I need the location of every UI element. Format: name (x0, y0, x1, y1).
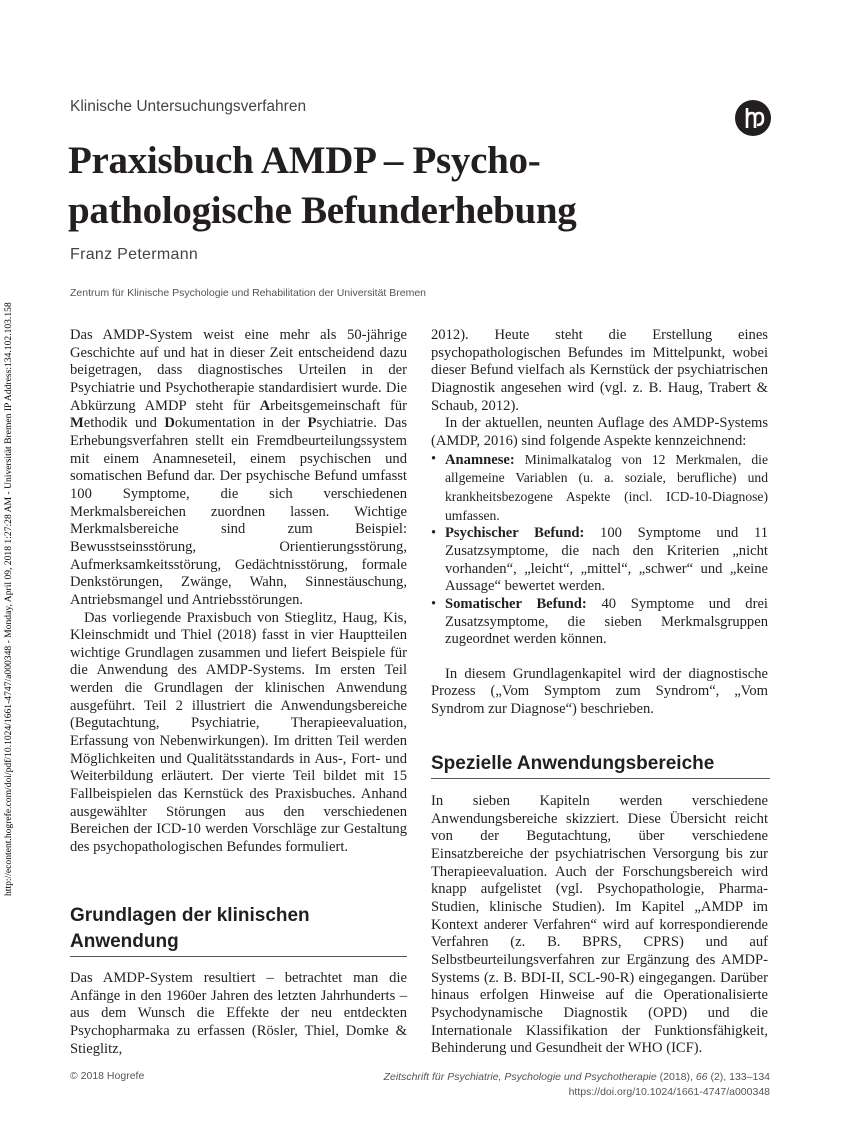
bold-initial: D (164, 415, 175, 432)
text: ethodik und (83, 415, 165, 432)
doi-link[interactable]: https://doi.org/10.1024/1661-4747/a000348 (568, 1086, 770, 1098)
paragraph: In sieben Kapiteln werden verschiedene Anwendungsbereiche skizziert. Diese Übersicht reicht von der Begutachtung, über verschiedene Einsatzbereiche der psychiatrischen Versorgung bis zur Therapieevaluation. Auch der Forschungsbereich wird knapp aufgelistet (vgl. Psychopathologie, Pharma-Studien, klinische Studien). Im Kapitel „AMDP im Kontext anderer Verfahren“ wird auf korrespondierende Verfahren (z. B. BPRS, CPRS) und auf Selbstbeurteilungsverfahren zur Ergänzung des AMDP-Systems (z. B. BDI-II, SCL-90-R) eingegangen. Darüber hinaus erfolgen Hinweise auf die Operationalisierte Psychodynamische Diagnostik (OPD) und die Internationale Klassifikation der Funktionsfähigkeit, Behinderung und Gesundheit der WHO (ICF). (431, 793, 768, 1057)
journal-year: (2018), (656, 1071, 696, 1083)
affiliation: Zentrum für Klinische Psychologie und Rehabilitation der Universität Bremen (70, 287, 427, 299)
right-column-body (431, 327, 768, 719)
section-heading-grundlagen: Grundlagen der klinischen Anwendung (70, 903, 407, 957)
paragraph (70, 327, 407, 610)
item-label: Somatischer Befund: (445, 595, 587, 612)
paragraph: In diesem Grundlagenkapitel wird der diagnostische Prozess („Vom Symptom zum Syndrom“, „Vom Syndrom zur Diagnose“) beschrieben. (431, 665, 768, 718)
text: okumentation in der (174, 415, 308, 432)
journal-volume: 66 (695, 1071, 708, 1083)
item-text: 40 Symptome und drei Zusatzsymptome, die sieben Merkmalsgruppen zugeordnet werden können. (445, 595, 768, 648)
hogrefe-logo-icon (735, 100, 771, 136)
paragraph: Das AMDP-System resultiert – betrachtet man die Anfänge in den 1960er Jahren des letzten Jahrhunderts – aus dem Wunsch die Effekte der neu entdeckten Psychopharmaka zu erfassen (Rösler, Thiel, Domke & Stieglitz, (70, 970, 407, 1057)
left-column-body-2 (70, 970, 407, 1058)
journal-citation (384, 1070, 770, 1100)
bold-initial: A (259, 397, 271, 414)
item-label: Psychischer Befund: (445, 525, 585, 542)
bold-initial: P (307, 415, 317, 432)
left-column-body (70, 327, 407, 857)
section-heading-spezielle: Spezielle Anwendungsbereiche (431, 751, 770, 779)
list-item (431, 596, 768, 649)
bold-initial: M (70, 415, 84, 432)
list-item (431, 451, 768, 526)
journal-name: Zeitschrift für Psychiatrie, Psychologie und Psychotherapie (383, 1071, 657, 1083)
item-text: Minimalkatalog von 12 Merkmalen, die allgemeine Variablen (u. a. soziale, berufliche) und krankheitsbezogene Aspekte (incl. ICD-10-Diagnose) umfassen. (445, 451, 768, 523)
list-item (431, 525, 768, 596)
item-text: 100 Symptome und 11 Zusatzsymptome, die nach den Kriterien „nicht vorhanden“, „leicht“, „mittel“, „schwer“ und „keine Aussage“ bewertet werden. (445, 525, 769, 595)
aspects-list (431, 451, 768, 649)
text: sychiatrie. Das Erhebungsverfahren stellt ein Fremdbeurteilungssystem mit einem Anamneseteil, einem psychischen und somatischen Befund dar. Der psychische Befund umfasst 100 Symptome, die sich verschiedenen Merkmalsbereichen zuordnen lassen. Wichtige Merkmalsbereiche sind zum Beispiel: Bewusstseinsstörung, Orientierungsstörung, Aufmerksamkeitsstörung, Gedächtnisstörung, formale Denkstörungen, Zwänge, Wahn, Sinnestäuschung, Antriebsmangel und Antriebsstörungen. (70, 415, 408, 608)
text: Das AMDP-System weist eine mehr als 50-jährige Geschichte auf und hat in dieser Zeit entscheidend dazu beigetragen, dass diagnostisches Urteilen in der Psychiatrie und Psychotherapie standardisiert wurde. Die Abkürzung AMDP steht für (70, 327, 407, 414)
paragraph: 2012). Heute steht die Erstellung eines psychopathologischen Befundes im Mittelpunkt, wobei dieser Befund vielfach als Kernstück der psychiatrischen Diagnostik angesehen wird (vgl. z. B. Haug, Trabert & Schaub, 2012). (431, 327, 768, 414)
right-column-body-2 (431, 793, 768, 1058)
item-label: Anamnese: (445, 451, 515, 468)
journal-issue-pages: (2), 133–134 (707, 1071, 770, 1083)
paragraph: Das vorliegende Praxisbuch von Stieglitz, Haug, Kis, Kleinschmidt und Thiel (2018) fasst in vier Hauptteilen wichtige Grundlagen zusammen und liefert Beispiele für die Anwendung des AMDP-Systems. Im ersten Teil werden die Grundlagen der klinischen Anwendung ausgeführt. Teil 2 illustriert die Anwendungsbereiche (Begutachtung, Psychiatrie, Therapieevaluation, Erfassung von Nebenwirkungen). Im dritten Teil werden Möglichkeiten und Qualitätsstandards in Aus-, Fort- und Weiterbildung erläutert. Der vierte Teil bildet mit 15 Fallbeispielen das Kernstück des Praxisbuches. Anhand ausgewählter Störungen aus den verschiedenen Bereichen der ICD-10 werden Vorschläge zur Gestaltung des psychopathologischen Befundes formuliert. (70, 609, 407, 856)
copyright: © 2018 Hogrefe (70, 1070, 145, 1082)
author: Franz Petermann (70, 246, 199, 263)
download-watermark: http://econtent.hogrefe.com/doi/pdf/10.1024/1661-4747/a000348 - Monday, April 09, 2018 1:27:28 AM - Universität Bremen IP Address:134.102.103.158 (3, 302, 14, 896)
paragraph: In der aktuellen, neunten Auflage des AMDP-Systems (AMDP, 2016) sind folgende Aspekte kennzeichnend: (431, 415, 768, 449)
article-title: Praxisbuch AMDP – Psychopathologische Befunderhebung (68, 139, 577, 232)
section-kicker: Klinische Untersuchungsverfahren (70, 98, 307, 115)
text: rbeitsgemeinschaft für (270, 397, 408, 414)
